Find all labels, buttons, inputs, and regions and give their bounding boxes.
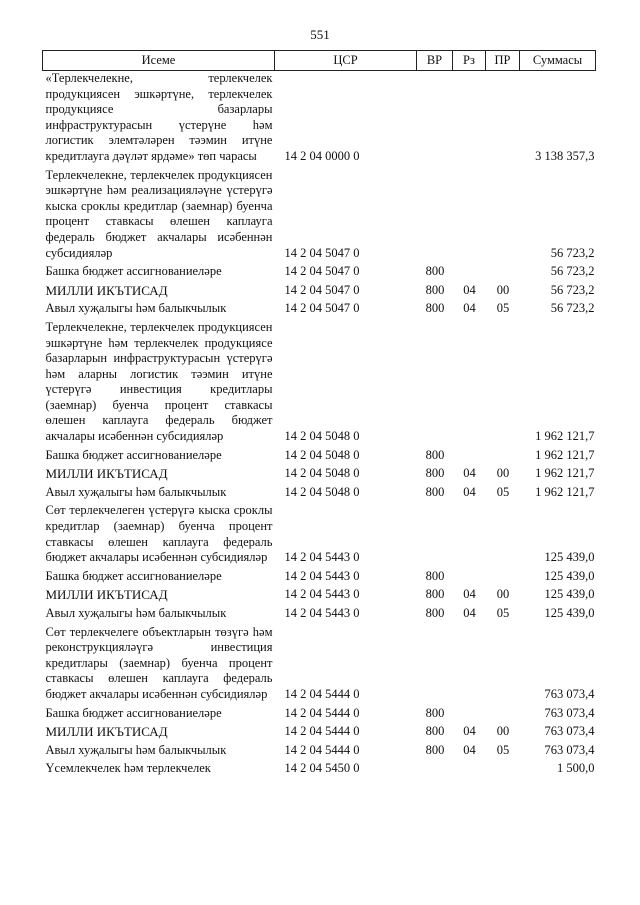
row-name: Башка бюджет ассигнованиеләре (45, 264, 222, 279)
row-sum: 125 439,0 (544, 606, 595, 620)
row-pr (486, 706, 520, 725)
row-rz (453, 320, 486, 448)
row-sum: 1 500,0 (557, 761, 595, 776)
row-pr: 05 (496, 742, 510, 757)
row-vr: 800 (425, 466, 445, 481)
row-vr: 800 (425, 484, 445, 499)
table-row (43, 625, 596, 706)
row-rz: 04 (463, 587, 476, 602)
row-csr: 14 2 04 5444 0 (284, 742, 360, 757)
row-name: Сөт терлекчелеге объектларын төзүгә һәм реконструкцияләүгә инвестиция кредитлары (заемнар) буенча процент ставкасы өлешен каплауга федераль бюджет акчалары исәбеннән субсидияләр (45, 624, 273, 701)
row-rz (453, 71, 486, 168)
row-vr (417, 761, 453, 780)
table-row (43, 606, 596, 625)
row-sum: 1 962 121,7 (535, 447, 595, 462)
row-sum: 56 723,2 (550, 264, 595, 279)
row-name: Авыл хуҗалыгы һәм балыкчылык (45, 742, 227, 757)
row-pr (486, 320, 520, 448)
row-name: «Терлекчелекне, терлекчелек продукциясен эшкәртүне, терлекчелек продукциясе базарлары инфраструктурасын үстерүне һәм логистик элемтәләрен тәэмин итүне кредитлаугa дәүләт ярдәме» төп чарасы (45, 71, 273, 163)
row-pr: 05 (496, 301, 510, 316)
row-vr: 800 (425, 301, 445, 316)
row-vr: 800 (425, 447, 445, 462)
header-name: Исеме (43, 51, 275, 71)
row-rz (453, 264, 486, 283)
table-body (43, 71, 596, 780)
row-sum: 763 073,4 (544, 705, 595, 720)
row-vr: 800 (425, 568, 445, 583)
table-row (43, 264, 596, 283)
row-rz: 04 (463, 484, 476, 499)
row-rz (453, 448, 486, 467)
row-vr: 800 (425, 724, 445, 739)
row-vr (417, 503, 453, 568)
table-row (43, 301, 596, 320)
row-rz: 04 (463, 301, 476, 316)
row-vr (417, 625, 453, 706)
row-csr: 14 2 04 5047 0 (284, 301, 360, 316)
row-name: Үсемлекчелек һәм терлекчелек (45, 761, 211, 776)
header-rz: Рз (453, 51, 486, 71)
row-csr: 14 2 04 5048 0 (284, 447, 360, 462)
row-rz: 04 (463, 282, 476, 297)
table-row (43, 283, 596, 302)
budget-table (42, 50, 596, 780)
row-sum: 763 073,4 (544, 686, 595, 701)
row-sum: 763 073,4 (544, 724, 595, 739)
table-row (43, 569, 596, 588)
row-name: МИЛЛИ ИКЪТИСАД (45, 587, 168, 603)
row-pr (486, 71, 520, 168)
row-vr: 800 (425, 606, 445, 620)
row-csr: 14 2 04 5443 0 (284, 606, 360, 620)
row-rz (453, 625, 486, 706)
row-sum: 125 439,0 (544, 568, 595, 583)
row-pr (486, 625, 520, 706)
row-name: Башка бюджет ассигнованиеләре (45, 568, 222, 583)
row-csr: 14 2 04 5048 0 (284, 484, 360, 499)
row-vr (417, 320, 453, 448)
row-name: Терлекчелекне, терлекчелек продукциясен эшкәртүне һәм терлекчелек продукциясе базарларын инфраструктурасын үстерүгә һәм аларны логистик тәэмин итүне үстерүгә инвестиция кредитлары (заемнар) буенча процент ставкасы өлешен каплауга федераль бюджет акчалары исәбеннән субсидияләр (45, 319, 273, 444)
row-csr: 14 2 04 5444 0 (284, 686, 360, 701)
header-csr: ЦСР (275, 51, 417, 71)
row-csr: 14 2 04 5048 0 (284, 466, 360, 481)
row-csr: 14 2 04 5444 0 (284, 705, 360, 720)
header-sum: Суммасы (520, 51, 596, 71)
table-row (43, 706, 596, 725)
row-vr: 800 (425, 264, 445, 279)
row-pr (486, 503, 520, 568)
row-name: Авыл хуҗалыгы һәм балыкчылык (45, 484, 227, 499)
row-csr: 14 2 04 5443 0 (284, 587, 360, 602)
row-sum: 56 723,2 (550, 301, 595, 316)
table-row (43, 168, 596, 265)
row-vr: 800 (425, 587, 445, 602)
row-name: Авыл хуҗалыгы һәм балыкчылык (45, 606, 227, 620)
row-csr: 14 2 04 5047 0 (284, 245, 360, 260)
table-row (43, 743, 596, 762)
row-csr: 14 2 04 0000 0 (284, 148, 360, 163)
row-pr (486, 168, 520, 265)
row-rz (453, 503, 486, 568)
page-number: 551 (310, 27, 330, 42)
row-vr: 800 (425, 705, 445, 720)
row-name: Терлекчелекне, терлекчелек продукциясен эшкәртүне һәм реализацияләүне үстерүгә кыска сроклы кредитлар (заемнар) буенча процент ставкасы өлешен каплауга федераль бюджет акчалары исәбеннән субсидияләр (45, 167, 273, 260)
row-vr (417, 168, 453, 265)
row-sum: 3 138 357,3 (535, 148, 595, 163)
row-vr: 800 (425, 282, 445, 297)
row-name: Авыл хуҗалыгы һәм балыкчылык (45, 301, 227, 316)
row-pr: 00 (496, 466, 510, 481)
row-name: Башка бюджет ассигнованиеләре (45, 705, 222, 720)
row-csr: 14 2 04 5443 0 (284, 550, 360, 565)
row-rz: 04 (463, 742, 476, 757)
row-sum: 56 723,2 (550, 282, 595, 297)
row-sum: 1 962 121,7 (535, 466, 595, 481)
row-rz: 04 (463, 606, 476, 620)
row-sum: 1 962 121,7 (535, 429, 595, 444)
row-rz: 04 (463, 724, 476, 739)
table-row (43, 485, 596, 504)
row-pr: 00 (496, 587, 510, 602)
table-header (43, 51, 596, 71)
row-pr (486, 448, 520, 467)
row-pr: 00 (496, 724, 510, 739)
header-pr: ПР (486, 51, 520, 71)
row-pr: 05 (496, 606, 510, 620)
row-csr: 14 2 04 5444 0 (284, 724, 360, 739)
row-sum: 763 073,4 (544, 742, 595, 757)
row-rz (453, 168, 486, 265)
row-pr: 05 (496, 484, 510, 499)
row-name: МИЛЛИ ИКЪТИСАД (45, 466, 168, 482)
table-row (43, 466, 596, 485)
row-csr: 14 2 04 5443 0 (284, 568, 360, 583)
row-rz (453, 761, 486, 780)
row-name: МИЛЛИ ИКЪТИСАД (45, 282, 168, 298)
row-csr: 14 2 04 5048 0 (284, 429, 360, 444)
row-sum: 125 439,0 (544, 587, 595, 602)
row-rz (453, 569, 486, 588)
table-row (43, 503, 596, 568)
row-sum: 1 962 121,7 (535, 484, 595, 499)
row-rz (453, 706, 486, 725)
row-pr (486, 761, 520, 780)
row-pr (486, 569, 520, 588)
row-vr: 800 (425, 742, 445, 757)
table-row (43, 761, 596, 780)
row-rz: 04 (463, 466, 476, 481)
table-row (43, 587, 596, 606)
row-name: Башка бюджет ассигнованиеләре (45, 447, 222, 462)
table-row (43, 71, 596, 168)
row-sum: 125 439,0 (544, 550, 595, 565)
table-row (43, 724, 596, 743)
row-csr: 14 2 04 5450 0 (284, 761, 360, 776)
row-csr: 14 2 04 5047 0 (284, 264, 360, 279)
row-name: МИЛЛИ ИКЪТИСАД (45, 724, 168, 740)
table-row (43, 448, 596, 467)
row-sum: 56 723,2 (550, 245, 595, 260)
row-pr: 00 (496, 282, 510, 297)
header-vr: ВР (417, 51, 453, 71)
row-name: Сөт терлекчелеген үстерүгә кыска сроклы кредитлар (заемнар) буенча процент ставкасы өлешен каплауга федераль бюджет акчалары исәбеннән субсидияләр (45, 503, 273, 565)
table-row (43, 320, 596, 448)
row-csr: 14 2 04 5047 0 (284, 282, 360, 297)
row-pr (486, 264, 520, 283)
row-vr (417, 71, 453, 168)
